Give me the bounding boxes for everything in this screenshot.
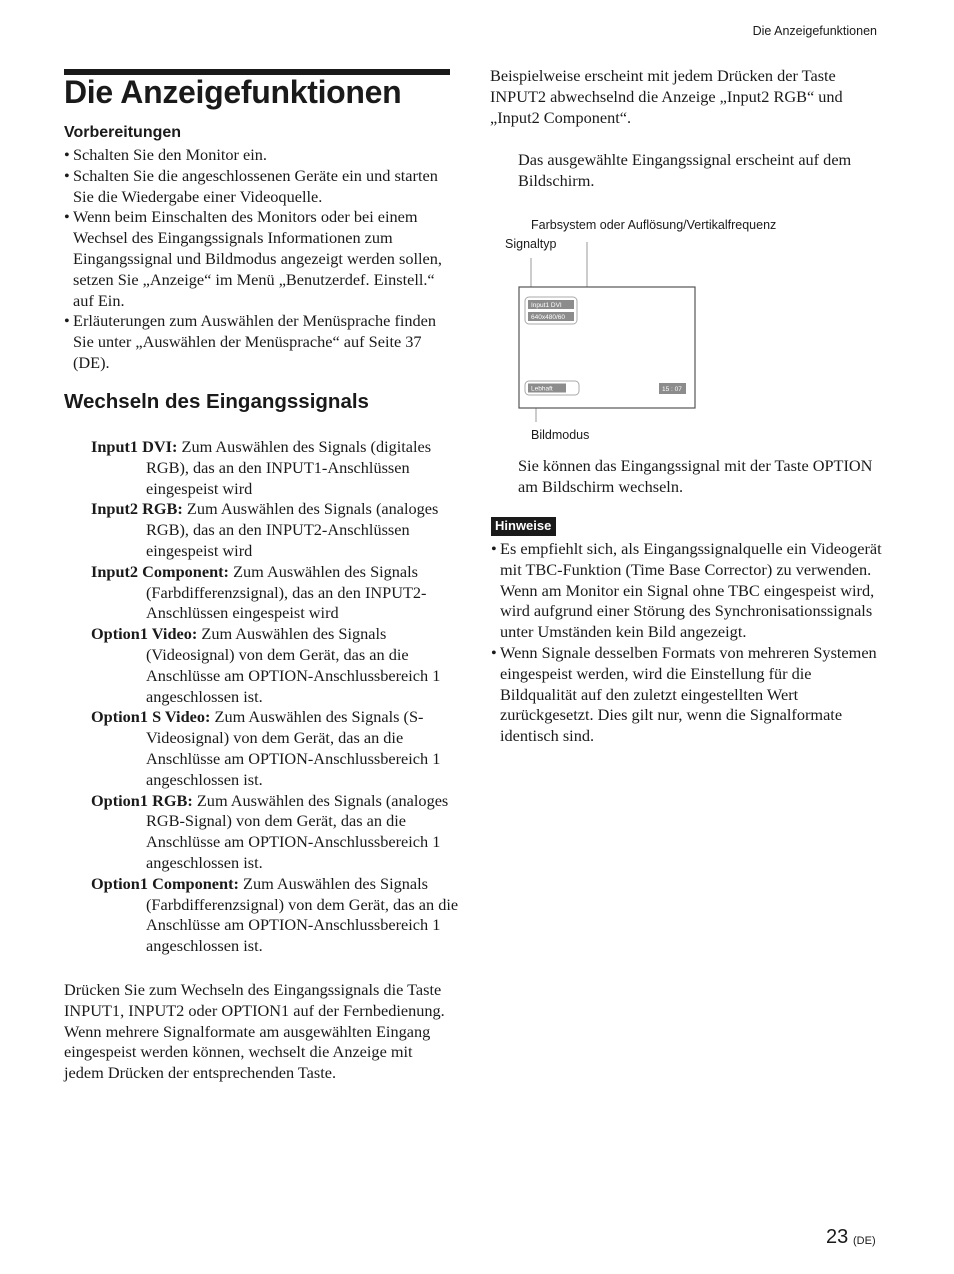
- input-desc: Zum Auswählen des Signals (S-Videosignal) von dem Gerät, das an die Anschlüsse am OPTION-Anschlussbereich 1 angeschlossen ist.: [146, 707, 441, 789]
- list-item: • Es empfiehlt sich, als Eingangssignalquelle ein Videogerät mit TBC-Funktion (Time Base Corrector) zu verwenden. Wenn am Monitor ein Signal ohne TBC eingespeist wird, wird aufgrund einer Störung des Synchronisationssignals unter Umständen kein Bild angezeigt.: [491, 539, 883, 643]
- input-term: Input2 RGB:: [91, 499, 183, 519]
- input-desc: Zum Auswählen des Signals (Videosignal) von dem Gerät, das an die Anschlüsse am OPTION-Anschlussbereich 1 angeschlossen ist.: [146, 624, 441, 706]
- list-item: [91, 791, 461, 874]
- label-format: Farbsystem oder Auflösung/Vertikalfrequenz: [531, 218, 777, 232]
- list-item: [91, 562, 461, 624]
- osd-format: 640x480/60: [531, 314, 565, 321]
- list-item: [91, 499, 461, 561]
- osd-mode: Lebhaft: [531, 385, 553, 393]
- section-heading: Wechseln des Eingangssignals: [64, 390, 369, 413]
- page-title: Die Anzeigefunktionen: [64, 74, 402, 110]
- label-signal-type: Signaltyp: [505, 237, 557, 251]
- list-item: • Schalten Sie die angeschlossenen Geräte ein und starten Sie die Wiedergabe einer Videoquelle.: [64, 166, 456, 208]
- notes-list: [491, 539, 883, 747]
- selected-signal-paragraph: Das ausgewählte Eingangssignal erscheint auf dem Bildschirm.: [518, 150, 852, 190]
- input-term: Input2 Component:: [91, 561, 229, 581]
- preparations-list: [64, 145, 456, 374]
- list-item: • Wenn Signale desselben Formats von mehreren Systemen eingespeist werden, wird die Einstellung für die Bildqualität auf den zuletzt eingestellten Wert zurückgesetzt. Dies gilt nur, wenn die Signalformate identisch sind.: [491, 643, 883, 747]
- osd-time: 15 : 07: [662, 386, 682, 393]
- example-paragraph: Beispielweise erscheint mit jedem Drücken der Taste INPUT2 abwechselnd die Anzeige „Input2 RGB“ und „Input2 Component“.: [490, 66, 843, 127]
- list-item: • Schalten Sie den Monitor ein.: [64, 145, 456, 166]
- page-number: 23: [826, 1226, 849, 1248]
- input-term: Option1 Video:: [91, 624, 198, 644]
- running-header: Die Anzeigefunktionen: [752, 24, 877, 38]
- input-desc: Zum Auswählen des Signals (Farbdifferenzsignal), das an den INPUT2-Anschlüssen eingespeist wird: [146, 561, 427, 623]
- preparations-heading: Vorbereitungen: [64, 124, 182, 141]
- input-term: Option1 Component:: [91, 873, 239, 893]
- switch-paragraph: Drücken Sie zum Wechseln des Eingangssignals die Taste INPUT1, INPUT2 oder OPTION1 auf der Fernbedienung. Wenn mehrere Signalformate am ausgewählten Eingang eingespeist werden können, wechselt die Anzeige mit jedem Drücken der entsprechenden Taste.: [64, 980, 445, 1083]
- page-suffix: (DE): [853, 1235, 876, 1247]
- label-picture-mode: Bildmodus: [531, 428, 590, 442]
- input-desc: Zum Auswählen des Signals (digitales RGB), das an den INPUT1-Anschlüssen eingespeist wird: [146, 437, 432, 498]
- notes-badge: Hinweise: [491, 517, 556, 536]
- list-item: • Erläuterungen zum Auswählen der Menüsprache finden Sie unter „Auswählen der Menüsprache“ auf Seite 37 (DE).: [64, 311, 456, 373]
- list-item: • Wenn beim Einschalten des Monitors oder bei einem Wechsel des Eingangssignals Informationen zum Eingangssignal und Bildmodus angezeigt werden sollen, setzen Sie „Anzeige“ im Menü „Benutzerdef. Einstell.“ auf Ein.: [64, 207, 456, 311]
- list-item: [91, 707, 461, 790]
- input-term: Option1 S Video:: [91, 707, 211, 727]
- list-item: [91, 437, 461, 499]
- option-paragraph: Sie können das Eingangssignal mit der Taste OPTION am Bildschirm wechseln.: [518, 456, 873, 496]
- input-desc: Zum Auswählen des Signals (analoges RGB-Signal) von dem Gerät, das an die Anschlüsse am OPTION-Anschlussbereich 1 angeschlossen ist.: [146, 790, 449, 872]
- list-item: [91, 874, 461, 957]
- input-term: Input1 DVI:: [91, 437, 178, 456]
- input-desc: Zum Auswählen des Signals (Farbdifferenzsignal) von dem Gerät, das an die Anschlüsse am OPTION-Anschlussbereich 1 angeschlossen ist.: [146, 873, 459, 956]
- input-term: Option1 RGB:: [91, 790, 193, 810]
- osd-diagram: [500, 210, 800, 450]
- osd-signal: Input1 DVI: [531, 302, 562, 309]
- input-desc: Zum Auswählen des Signals (analoges RGB), das an den INPUT2-Anschlüssen eingespeist wird: [146, 499, 439, 560]
- input-list: [91, 437, 461, 957]
- list-item: [91, 624, 461, 707]
